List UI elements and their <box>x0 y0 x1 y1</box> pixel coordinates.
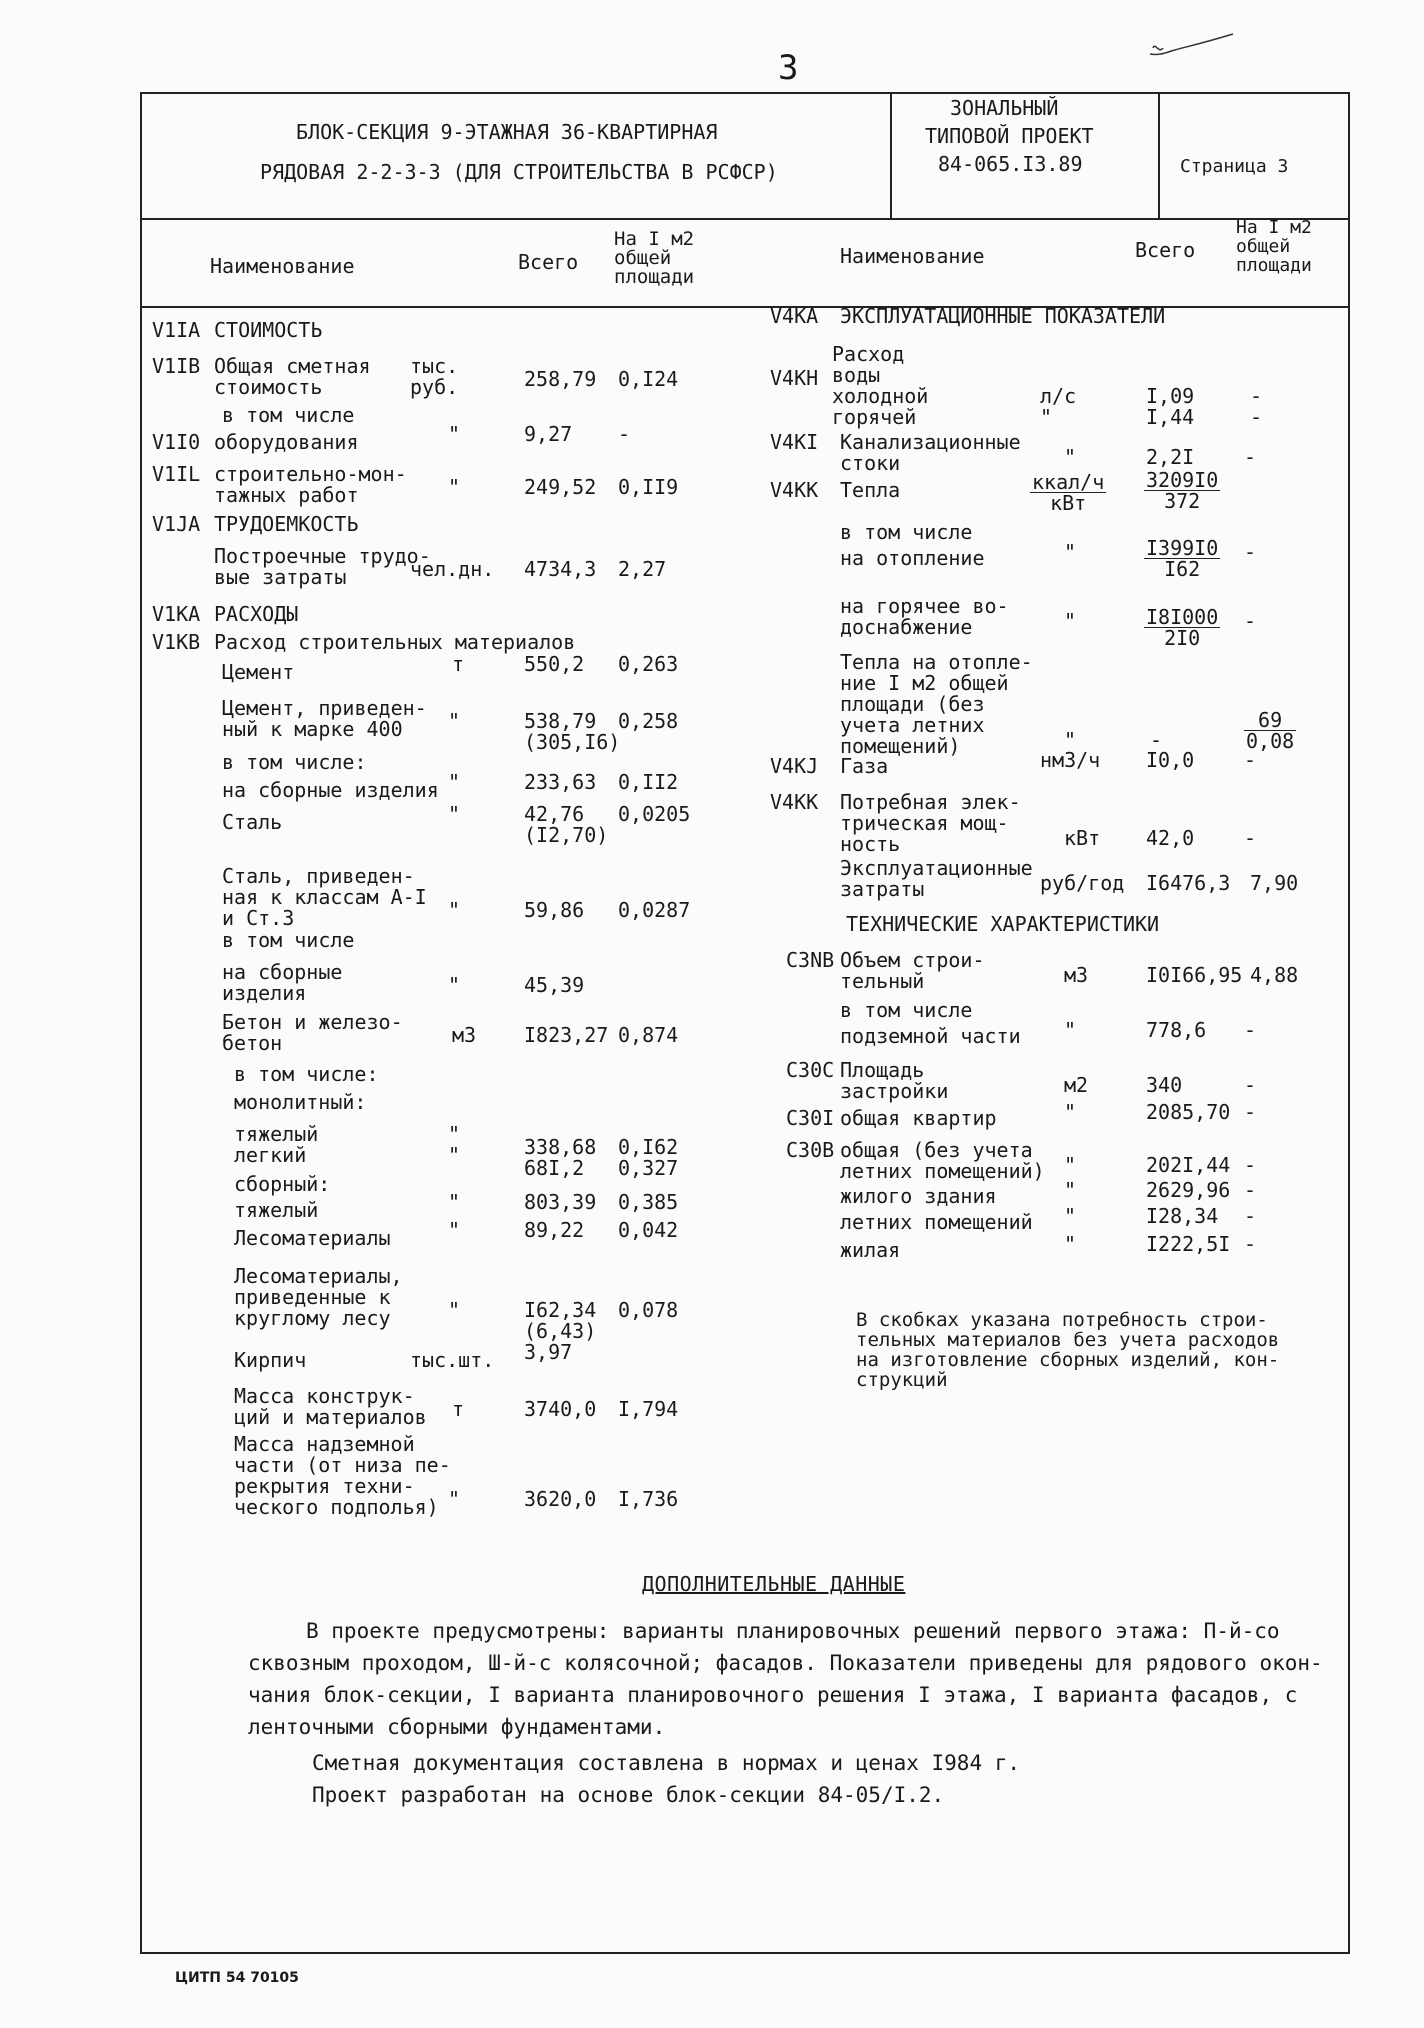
row-total: 538,79 (305,I6) <box>524 709 621 754</box>
row-unit: кВт <box>1064 826 1101 850</box>
row-name: Цемент <box>222 660 295 684</box>
row-per-m2: - <box>1244 1204 1257 1228</box>
row-per-m2: - <box>1244 1153 1257 1177</box>
row-name: сборный: <box>234 1172 331 1196</box>
row-unit: тыс. руб. <box>410 354 459 399</box>
row-total: I222,5I <box>1146 1232 1231 1256</box>
row-per-m2: 4,88 <box>1250 963 1299 987</box>
row-total: I823,27 <box>524 1023 609 1047</box>
row-unit: " " <box>448 1122 461 1167</box>
row-name: тяжелый легкий <box>234 1122 319 1167</box>
extra-line-4: ленточными сборными фундаментами. <box>248 1715 666 1739</box>
columns-divider <box>140 306 1350 308</box>
row-code: C30C <box>786 1058 835 1082</box>
row-name: жилого здания <box>840 1184 997 1208</box>
row-total: I28,34 <box>1146 1204 1219 1228</box>
section-heading: РАСХОДЫ <box>214 602 299 626</box>
row-name: Общая сметная стоимость <box>214 354 371 399</box>
col-total-right: Всего <box>1135 238 1196 262</box>
row-unit: " <box>1064 445 1077 469</box>
row-per-m2: - - <box>1250 384 1263 429</box>
row-unit: " <box>1064 1232 1077 1256</box>
row-name: тяжелый <box>234 1198 319 1222</box>
row-total: $\frac{3209I0}{372}$ <box>1146 468 1219 513</box>
row-total: - <box>1150 728 1163 752</box>
row-per-m2: 0,0205 <box>618 802 691 826</box>
signature-mark <box>1145 26 1240 66</box>
row-unit: " <box>448 973 461 997</box>
extra-line-3: чания блок-секции, I варианта планировочного решения I этажа, I варианта фасадов, с <box>248 1683 1298 1707</box>
row-total: 803,39 <box>524 1190 597 1214</box>
row-name: Бетон и железо- бетон <box>222 1010 403 1055</box>
row-per-m2: 0,II2 <box>618 770 679 794</box>
row-name: Расход строительных материалов <box>214 630 576 654</box>
row-unit: " <box>448 709 461 733</box>
row-total: 3740,0 <box>524 1397 597 1421</box>
row-unit: " <box>448 802 461 826</box>
row-per-m2: 0,0287 <box>618 898 691 922</box>
row-name: общая квартир <box>840 1106 997 1130</box>
row-name: Масса конструк- ций и материалов <box>234 1384 427 1429</box>
row-per-m2: 0,078 <box>618 1298 679 1322</box>
row-name: Сталь, приведен- ная к классам А-I и Ст.3 <box>222 864 427 930</box>
row-code: V1IA <box>152 318 201 342</box>
row-per-m2: 0,263 <box>618 652 679 676</box>
row-code: V1JA <box>152 512 201 536</box>
row-unit: " <box>1064 728 1077 752</box>
row-name: Масса надземной части (от низа пе- рекрытия техни- ческого подполья) <box>234 1432 451 1519</box>
row-total: 2,2I <box>1146 445 1195 469</box>
col-per-right: На I м2 общей площади <box>1236 217 1312 276</box>
row-per-m2: 0,258 <box>618 709 679 733</box>
col-name-right: Наименование <box>840 244 985 268</box>
row-per-m2: - <box>1244 1178 1257 1202</box>
row-name: Тепла <box>840 478 901 502</box>
row-name: Канализационные стоки <box>840 430 1021 475</box>
row-unit: " <box>1064 609 1077 633</box>
row-name: Тепла на отопле- ние I м2 общей площади (без учета летних помещений) <box>840 650 1033 758</box>
row-total: 9,27 <box>524 422 573 446</box>
extra-title: ДОПОЛНИТЕЛЬНЫЕ ДАННЫЕ <box>642 1572 906 1596</box>
row-name: в том числе: <box>222 750 367 774</box>
project-kind: ТИПОВОЙ ПРОЕКТ <box>925 124 1094 148</box>
row-unit: м2 <box>1064 1073 1089 1097</box>
row-total: $\frac{I8I000}{2I0}$ <box>1146 605 1219 650</box>
row-name: Расход воды холодной горячей <box>832 342 929 429</box>
row-name: Газа <box>840 754 889 778</box>
row-name: Потребная элек- трическая мощ- ность <box>840 790 1021 856</box>
note-block: В скобках указана потребность строи- тельных материалов без учета расходов на изготовление сборных изделий, кон- струкций <box>856 1309 1280 1391</box>
row-unit: л/с " <box>1040 384 1077 429</box>
page-number-mark: 3 <box>778 48 799 88</box>
row-name: на сборные изделия <box>222 960 343 1005</box>
extra-line-6: Проект разработан на основе блок-секции 84-05/I.2. <box>312 1783 945 1807</box>
row-unit: т <box>452 1397 465 1421</box>
header-divider <box>140 218 1350 220</box>
row-unit: т <box>452 652 465 676</box>
project-code: 84-065.I3.89 <box>938 152 1083 176</box>
row-name: оборудования <box>214 430 359 454</box>
header-vline-2 <box>1158 92 1160 218</box>
row-per-m2: - <box>1244 826 1257 850</box>
row-unit: " <box>448 1218 461 1242</box>
section-heading: ТРУДОЕМКОСТЬ <box>214 512 359 536</box>
row-total: 42,76 (I2,70) <box>524 802 609 847</box>
row-per-m2: - <box>1244 609 1257 633</box>
row-unit: $\frac{\text{ккал/ч}}{\text{кВт}}$ <box>1032 470 1105 515</box>
row-unit: " <box>448 422 461 446</box>
row-code: V4KJ <box>770 754 819 778</box>
row-code: V4KA <box>770 304 819 328</box>
row-per-m2: 0,042 <box>618 1218 679 1242</box>
row-name: Лесоматериалы <box>234 1226 391 1250</box>
row-name: на горячее во- доснабжение <box>840 594 1009 639</box>
row-unit: " <box>1064 1178 1077 1202</box>
row-total: 778,6 <box>1146 1018 1207 1042</box>
row-per-m2: - <box>1244 540 1257 564</box>
row-per-m2: 2,27 <box>618 557 667 581</box>
row-per-m2: $\frac{69}{0,08}$ <box>1246 708 1295 753</box>
row-unit: тыс.шт. <box>410 1348 495 1372</box>
row-total: 550,2 <box>524 652 585 676</box>
row-unit: " <box>1064 1100 1077 1124</box>
row-name: Цемент, приведен- ный к марке 400 <box>222 696 427 741</box>
col-name-left: Наименование <box>210 254 355 278</box>
header-vline-1 <box>890 92 892 218</box>
row-name: в том числе <box>222 928 355 952</box>
row-name: на отопление <box>840 546 985 570</box>
row-code: C30I <box>786 1106 835 1130</box>
row-total: 89,22 <box>524 1218 585 1242</box>
row-per-m2: 0,I62 0,327 <box>618 1135 679 1180</box>
row-name: Построечные трудо- вые затраты <box>214 544 431 589</box>
row-total: 202I,44 <box>1146 1153 1231 1177</box>
row-code: V1I0 <box>152 430 201 454</box>
row-name: в том числе <box>840 998 973 1022</box>
row-name: Лесоматериалы, приведенные к круглому лесу <box>234 1264 403 1330</box>
row-total: I6476,3 <box>1146 871 1231 895</box>
row-name: Сталь <box>222 810 283 834</box>
row-name: монолитный: <box>234 1090 367 1114</box>
row-name: Площадь застройки <box>840 1058 949 1103</box>
row-code: V1IL <box>152 462 201 486</box>
row-total: 233,63 <box>524 770 597 794</box>
row-name: Объем строи- тельный <box>840 948 985 993</box>
row-code: C30B <box>786 1138 835 1162</box>
row-name: строительно-мон- тажных работ <box>214 462 407 507</box>
doc-title-line2: РЯДОВАЯ 2-2-3-3 (ДЛЯ СТРОИТЕЛЬСТВА В РСФСР) <box>260 160 778 184</box>
row-unit: " <box>448 898 461 922</box>
row-name: Эксплуатационные затраты <box>840 856 1033 901</box>
row-per-m2: - <box>1244 1232 1257 1256</box>
row-unit: руб/год <box>1040 871 1125 895</box>
row-unit: " <box>448 770 461 794</box>
row-per-m2: 0,II9 <box>618 475 679 499</box>
row-name: жилая <box>840 1238 901 1262</box>
doc-title-line1: БЛОК-СЕКЦИЯ 9-ЭТАЖНАЯ 36-КВАРТИРНАЯ <box>296 120 718 144</box>
row-unit: " <box>1064 540 1077 564</box>
row-unit: м3 <box>452 1023 477 1047</box>
row-per-m2: 0,I24 <box>618 367 679 391</box>
row-code: V1KB <box>152 630 201 654</box>
row-code: V4KK <box>770 478 819 502</box>
row-code: V4KH <box>770 366 819 390</box>
row-per-m2: I,736 <box>618 1487 679 1511</box>
row-total: 4734,3 <box>524 557 597 581</box>
row-total: 2629,96 <box>1146 1178 1231 1202</box>
row-per-m2: - <box>1244 1073 1257 1097</box>
row-code: V4KK <box>770 790 819 814</box>
row-name: общая (без учета летних помещений) <box>840 1138 1045 1183</box>
row-total: 249,52 <box>524 475 597 499</box>
row-per-m2: - <box>1244 748 1257 772</box>
section-heading: ТЕХНИЧЕСКИЕ ХАРАКТЕРИСТИКИ <box>846 912 1160 936</box>
row-unit: чел.дн. <box>410 557 495 581</box>
row-code: V4KI <box>770 430 819 454</box>
extra-line-1: В проекте предусмотрены: варианты планировочных решений первого этажа: П-й-со <box>306 1619 1280 1643</box>
extra-line-2: сквозным проходом, Ш-й-с колясочной; фасадов. Показатели приведены для рядового окон- <box>248 1651 1323 1675</box>
row-per-m2: - <box>618 422 631 446</box>
row-total: $\frac{I399I0}{I62}$ <box>1146 536 1219 581</box>
row-total: 2085,70 <box>1146 1100 1231 1124</box>
row-name: в том числе <box>840 520 973 544</box>
row-total: 3,97 <box>524 1340 573 1364</box>
row-unit: " <box>1064 1018 1077 1042</box>
row-total: I0,0 <box>1146 748 1195 772</box>
row-name: в том числе <box>222 403 355 427</box>
row-per-m2: - <box>1244 1100 1257 1124</box>
row-per-m2: - <box>1244 445 1257 469</box>
row-total: I0I66,95 <box>1146 963 1243 987</box>
row-total: 258,79 <box>524 367 597 391</box>
row-code: V1IB <box>152 354 201 378</box>
row-total: 3620,0 <box>524 1487 597 1511</box>
row-total: 42,0 <box>1146 826 1195 850</box>
row-unit: " <box>448 475 461 499</box>
row-unit: " <box>448 1190 461 1214</box>
footer-code: ЦИТП 54 70105 <box>175 1970 299 1986</box>
page-label: Страница 3 <box>1180 156 1289 177</box>
col-per-left: На I м2 общей площади <box>614 228 695 288</box>
row-name: Кирпич <box>234 1348 307 1372</box>
row-name: подземной части <box>840 1024 1021 1048</box>
section-heading: ЭКСПЛУАТАЦИОННЫЕ ПОКАЗАТЕЛИ <box>840 304 1166 328</box>
row-total: 338,68 68I,2 <box>524 1135 597 1180</box>
section-heading: СТОИМОСТЬ <box>214 318 323 342</box>
row-name: летних помещений <box>840 1210 1033 1234</box>
row-total: I62,34 (6,43) <box>524 1298 597 1343</box>
row-per-m2: 0,385 <box>618 1190 679 1214</box>
row-total: 340 <box>1146 1073 1183 1097</box>
row-per-m2: 0,874 <box>618 1023 679 1047</box>
row-code: C3NB <box>786 948 835 972</box>
row-unit: нм3/ч <box>1040 748 1101 772</box>
row-per-m2: I,794 <box>618 1397 679 1421</box>
row-unit: " <box>448 1298 461 1322</box>
row-unit: " <box>1064 1204 1077 1228</box>
project-type: ЗОНАЛЬНЫЙ <box>950 96 1059 120</box>
extra-line-5: Сметная документация составлена в нормах и ценах I984 г. <box>312 1751 1021 1775</box>
row-per-m2: 7,90 <box>1250 871 1299 895</box>
row-name: в том числе: <box>234 1062 379 1086</box>
col-total-left: Всего <box>518 250 579 274</box>
row-unit: м3 <box>1064 963 1089 987</box>
row-unit: " <box>448 1487 461 1511</box>
row-code: V1KA <box>152 602 201 626</box>
row-name: на сборные изделия <box>222 778 439 802</box>
row-per-m2: - <box>1244 1018 1257 1042</box>
row-total: 45,39 <box>524 973 585 997</box>
row-total: I,09 I,44 <box>1146 384 1195 429</box>
row-total: 59,86 <box>524 898 585 922</box>
row-unit: " <box>1064 1153 1077 1177</box>
